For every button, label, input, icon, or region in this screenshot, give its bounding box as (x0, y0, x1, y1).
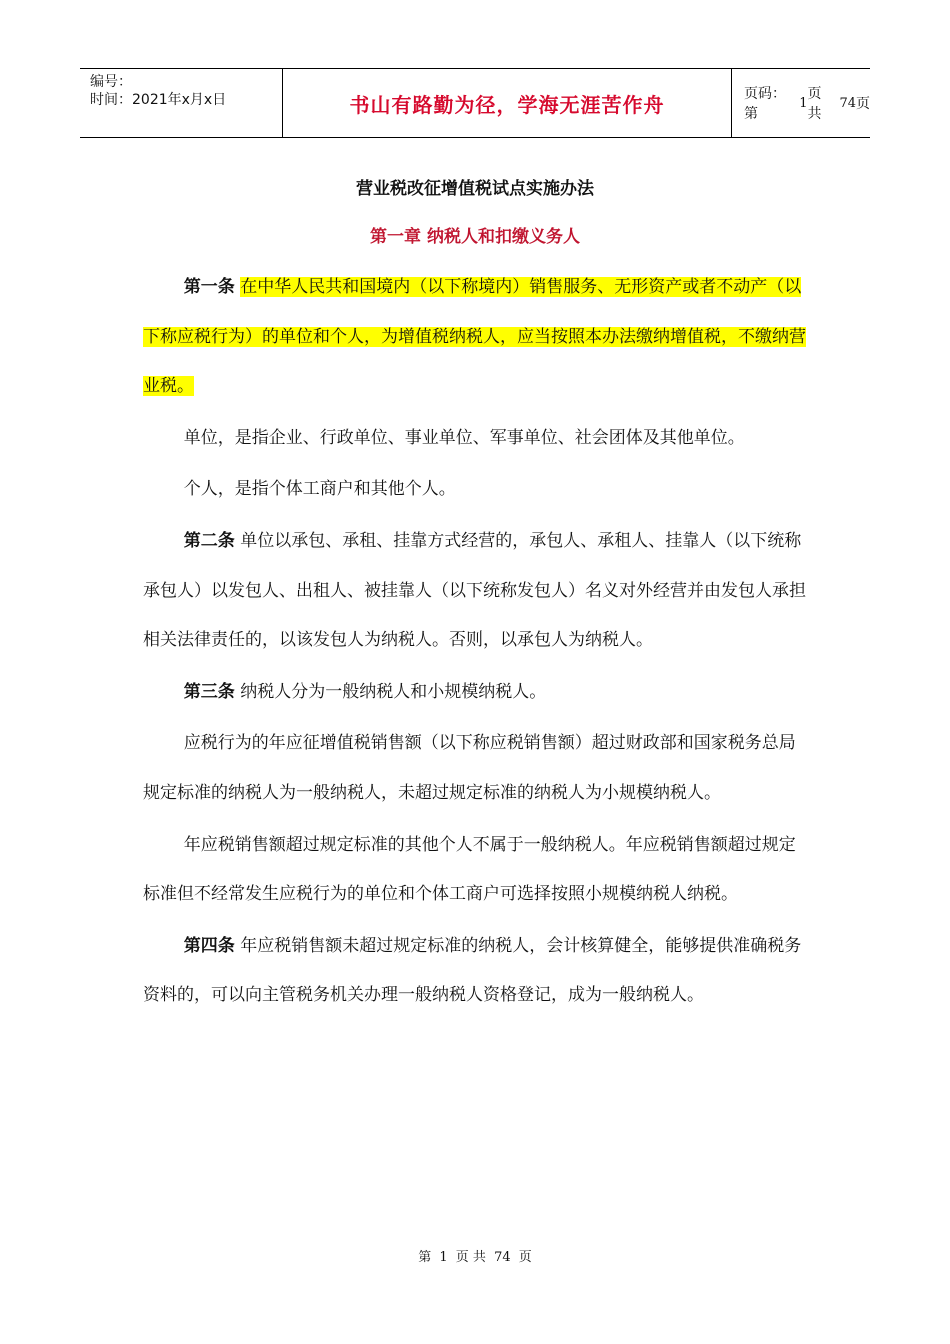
article-label: 第二条 (183, 530, 235, 551)
paragraph-article-4 (143, 922, 808, 1021)
paragraph-text: 应税行为的年应征增值税销售额（以下称应税销售额）超过财政部和国家税务总局规定标准的纳税人为一般纳税人，未超过规定标准的纳税人为小规模纳税人。 (143, 733, 796, 804)
paragraph-article-3 (143, 668, 808, 718)
header-page-number (732, 69, 870, 137)
article-label: 第一条 (183, 277, 235, 297)
paragraph (143, 465, 808, 515)
paragraph-text: 单位以承包、承租、挂靠方式经营的，承包人、承租人、挂靠人（以下统称承包人）以发包人、出租人、被挂靠人（以下统称发包人）名义对外经营并由发包人承担相关法律责任的，以该发包人为纳税人。否则，以承包人为纳税人。 (143, 530, 806, 651)
header-page-current: 1 (799, 95, 808, 111)
document-body (143, 263, 808, 1021)
paragraph (143, 414, 808, 464)
article-label: 第四条 (183, 935, 235, 956)
paragraph-text: 纳税人分为一般纳税人和小规模纳税人。 (240, 681, 547, 702)
footer-mid: 页 共 (455, 1250, 486, 1265)
paragraph-text: 单位，是指企业、行政单位、事业单位、军事单位、社会团体及其他单位。 (183, 427, 745, 448)
header-page-total: 74 (839, 95, 856, 111)
paragraph-text: 个人，是指个体工商户和其他个人。 (183, 479, 456, 500)
paragraph-text: 年应税销售额超过规定标准的其他个人不属于一般纳税人。年应税销售额超过规定标准但不经常发生应税行为的单位和个体工商户可选择按照小规模纳税人纳税。 (143, 834, 796, 905)
paragraph (143, 719, 808, 818)
header-page-mid: 页 共 (807, 86, 822, 122)
page-footer (0, 1246, 950, 1265)
paragraph-article-1 (143, 263, 808, 412)
document-number-label: 编号： (90, 74, 132, 90)
footer-prefix: 第 (418, 1250, 432, 1265)
footer-page-current: 1 (439, 1250, 448, 1265)
document-title: 营业税改征增值税试点实施办法 (356, 179, 594, 199)
header-page-label: 页码：第 (744, 86, 786, 122)
footer-suffix: 页 (518, 1250, 532, 1265)
highlighted-text: 在中华人民共和国境内（以下称境内）销售服务、无形资产或者不动产（以下称应税行为）的单位和个人，为增值税纳税人，应当按照本办法缴纳增值税，不缴纳营业税。 (143, 277, 806, 397)
chapter-heading: 第一章 纳税人和扣缴义务人 (370, 227, 580, 247)
paragraph-article-2 (143, 517, 808, 666)
header-motto: 书山有路勤为径，学海无涯苦作舟 (349, 92, 665, 117)
document-date-label: 时间：2021年x月x日 (90, 92, 227, 108)
header-meta (80, 69, 282, 137)
paragraph (143, 821, 808, 920)
footer-page-total: 74 (494, 1250, 511, 1265)
header-motto-cell (282, 69, 732, 137)
header-page-suffix: 页 (856, 96, 870, 112)
paragraph-text: 年应税销售额未超过规定标准的纳税人，会计核算健全，能够提供准确税务资料的，可以向主管税务机关办理一般纳税人资格登记，成为一般纳税人。 (143, 935, 802, 1006)
page-header (80, 68, 870, 138)
article-label: 第三条 (183, 681, 235, 702)
